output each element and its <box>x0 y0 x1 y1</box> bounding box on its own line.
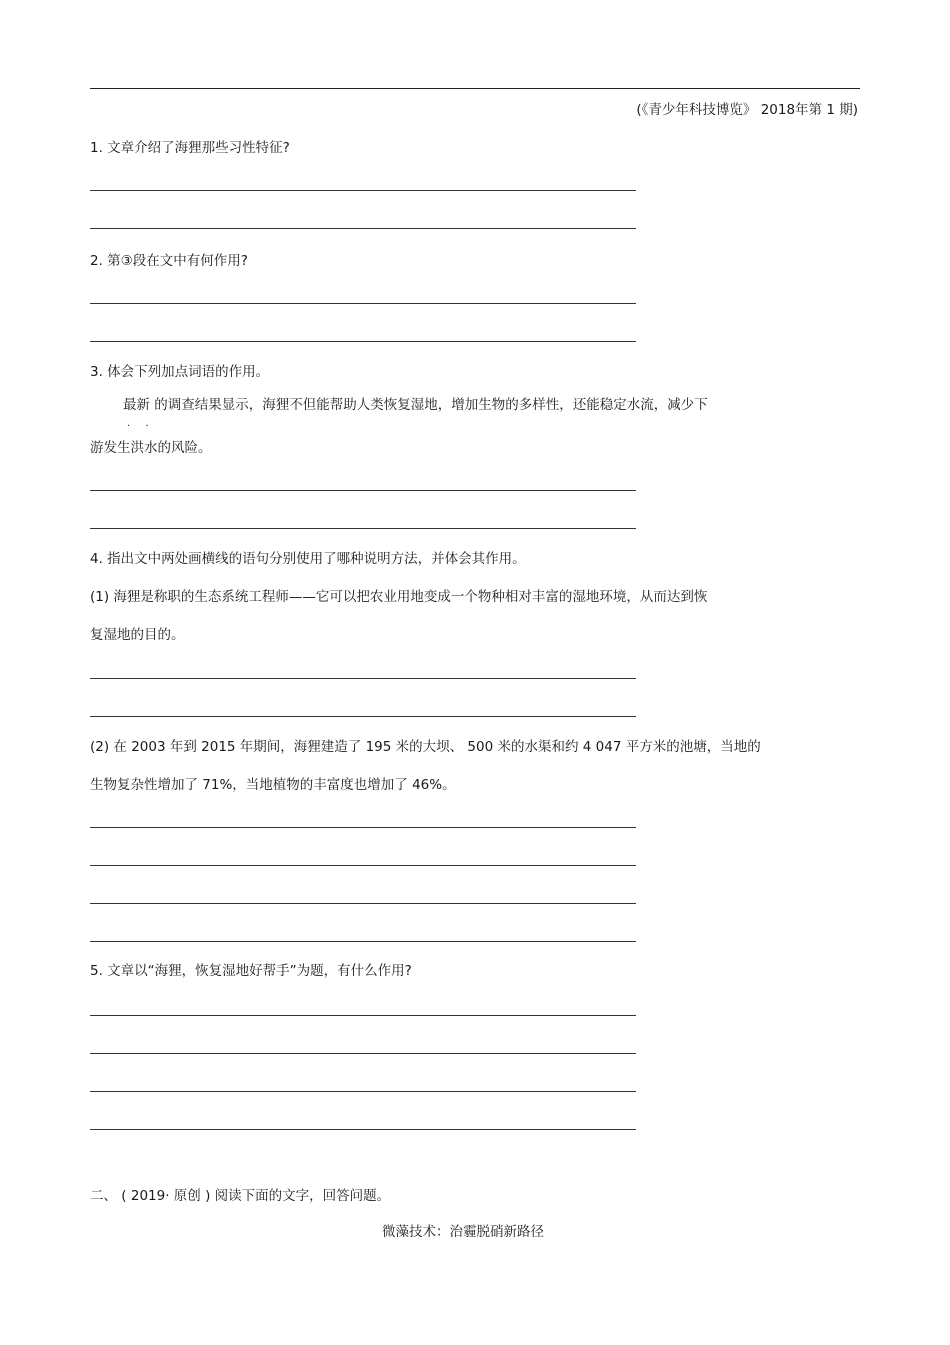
q4-item-1-line-1: (1) 海狸是称职的生态系统工程师——它可以把农业用地变成一个物种相对丰富的湿地环境，从而达到恢 <box>90 589 708 605</box>
answer-line[interactable] <box>90 1091 636 1092</box>
emphasis-dots: · · <box>127 421 155 432</box>
q4-item-2-line-1: (2) 在 2003 年到 2015 年期间，海狸建造了 195 米的大坝、 500 米的水渠和约 4 047 平方米的池塘，当地的 <box>90 739 761 755</box>
answer-line[interactable] <box>90 903 636 904</box>
question-3: 3. 体会下列加点词语的作用。 <box>90 364 270 380</box>
question-1: 1. 文章介绍了海狸那些习性特征? <box>90 140 290 156</box>
answer-line[interactable] <box>90 528 636 529</box>
header-rule <box>90 88 860 89</box>
section-2-heading: 二、 ( 2019· 原创 ) 阅读下面的文字，回答问题。 <box>90 1188 391 1204</box>
answer-line[interactable] <box>90 228 636 229</box>
q3-quote-line-1: 最新 的调查结果显示，海狸不但能帮助人类恢复湿地，增加生物的多样性，还能稳定水流，减少下 <box>123 397 708 413</box>
question-4: 4. 指出文中两处画横线的语句分别使用了哪种说明方法，并体会其作用。 <box>90 551 526 567</box>
q4-item-2-line-2: 生物复杂性增加了 71%，当地植物的丰富度也增加了 46%。 <box>90 777 456 793</box>
q3-quote-line-2: 游发生洪水的风险。 <box>90 440 212 456</box>
source-citation: (《青少年科技博览》 2018年第 1 期) <box>636 102 858 118</box>
answer-line[interactable] <box>90 865 636 866</box>
answer-line[interactable] <box>90 678 636 679</box>
answer-line[interactable] <box>90 190 636 191</box>
article-title: 微藻技术：治霾脱硝新路径 <box>382 1224 544 1240</box>
answer-line[interactable] <box>90 941 636 942</box>
answer-line[interactable] <box>90 1129 636 1130</box>
question-5: 5. 文章以“海狸，恢复湿地好帮手”为题，有什么作用? <box>90 963 412 979</box>
question-2: 2. 第③段在文中有何作用? <box>90 253 248 269</box>
answer-line[interactable] <box>90 303 636 304</box>
q4-item-1-line-2: 复湿地的目的。 <box>90 627 185 643</box>
answer-line[interactable] <box>90 1053 636 1054</box>
answer-line[interactable] <box>90 1015 636 1016</box>
answer-line[interactable] <box>90 490 636 491</box>
answer-line[interactable] <box>90 341 636 342</box>
answer-line[interactable] <box>90 827 636 828</box>
answer-line[interactable] <box>90 716 636 717</box>
